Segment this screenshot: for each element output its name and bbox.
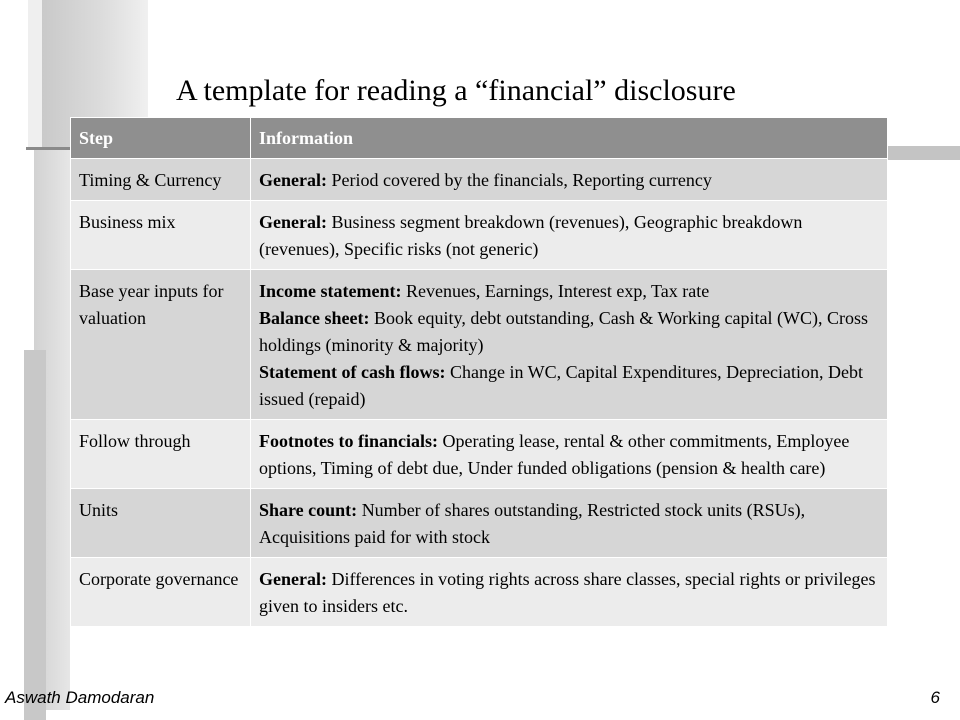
information-label: General: — [259, 212, 327, 232]
information-cell — [251, 420, 888, 489]
information-label: Share count: — [259, 500, 358, 520]
table-row — [71, 420, 888, 489]
information-text: Differences in voting rights across share classes, special rights or privileges given to insiders etc. — [259, 569, 876, 616]
table-row — [71, 159, 888, 201]
information-text: Change in WC, Capital Expenditures, Depreciation, Debt issued (repaid) — [259, 362, 864, 409]
header-step: Step — [71, 118, 251, 159]
page-number: 6 — [930, 688, 940, 707]
step-cell: Base year inputs for valuation — [71, 270, 251, 420]
table-body — [71, 159, 888, 627]
information-label: Balance sheet: — [259, 308, 370, 328]
information-cell — [251, 270, 888, 420]
table-row — [71, 489, 888, 558]
disclosure-table — [70, 117, 888, 627]
background-stripe — [24, 350, 46, 720]
table-row — [71, 201, 888, 270]
information-label: General: — [259, 569, 327, 589]
information-cell — [251, 558, 888, 627]
information-text: Book equity, debt outstanding, Cash & Working capital (WC), Cross holdings (minority & majority) — [259, 308, 868, 355]
information-line — [259, 359, 879, 413]
table-row — [71, 558, 888, 627]
information-text: Number of shares outstanding, Restricted stock units (RSUs), Acquisitions paid for with stock — [259, 500, 806, 547]
step-cell: Business mix — [71, 201, 251, 270]
table-row — [71, 270, 888, 420]
divider-block — [886, 146, 960, 160]
information-label: Statement of cash flows: — [259, 362, 446, 382]
step-cell: Units — [71, 489, 251, 558]
information-cell — [251, 159, 888, 201]
information-line — [259, 167, 879, 194]
information-text: Operating lease, rental & other commitments, Employee options, Timing of debt due, Under funded obligations (pension & health care) — [259, 431, 850, 478]
step-cell: Follow through — [71, 420, 251, 489]
author-footer: Aswath Damodaran — [5, 688, 155, 707]
information-text: Revenues, Earnings, Interest exp, Tax rate — [401, 281, 710, 301]
information-line — [259, 209, 879, 263]
information-cell — [251, 489, 888, 558]
information-cell — [251, 201, 888, 270]
information-label: General: — [259, 170, 327, 190]
information-line — [259, 566, 879, 620]
information-line — [259, 497, 879, 551]
step-cell: Timing & Currency — [71, 159, 251, 201]
slide-title: A template for reading a “financial” disclosure — [176, 74, 736, 107]
header-information: Information — [251, 118, 888, 159]
step-cell: Corporate governance — [71, 558, 251, 627]
information-text: Period covered by the financials, Reporting currency — [326, 170, 712, 190]
information-label: Footnotes to financials: — [259, 431, 438, 451]
table-header-row — [71, 118, 888, 159]
information-line — [259, 305, 879, 359]
information-label: Income statement: — [259, 281, 402, 301]
information-line — [259, 428, 879, 482]
information-line — [259, 278, 879, 305]
information-text: Business segment breakdown (revenues), Geographic breakdown (revenues), Specific risks (not generic) — [259, 212, 803, 259]
